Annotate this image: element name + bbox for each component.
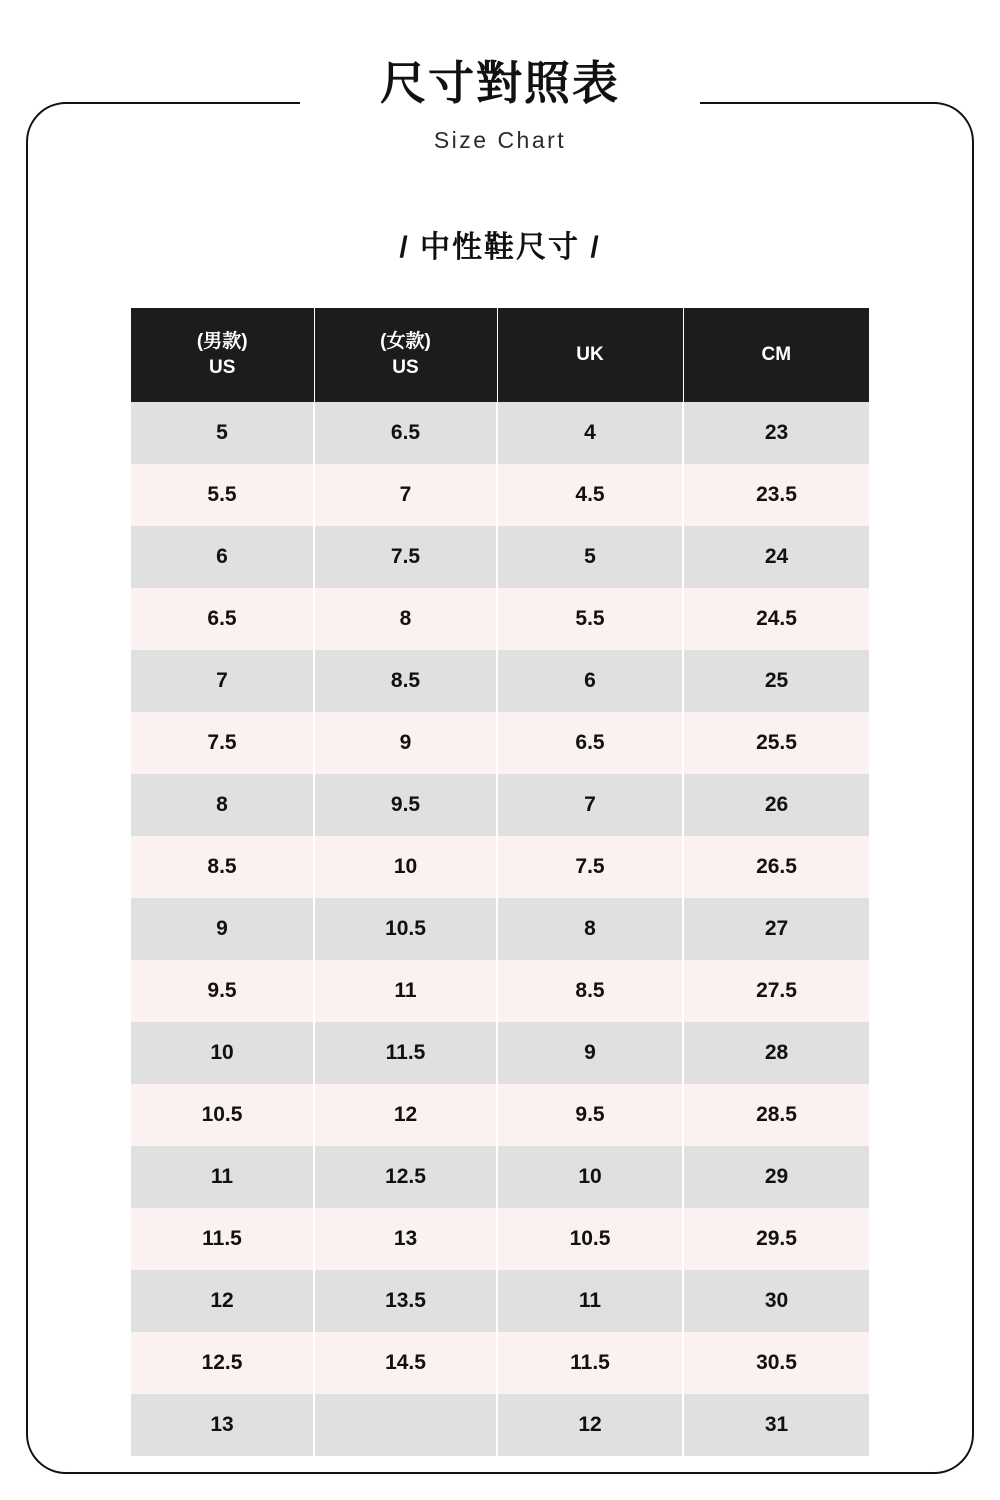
cell-mens-us: 5.5 bbox=[131, 464, 314, 526]
cell-womens-us: 13 bbox=[314, 1208, 497, 1270]
cell-womens-us: 7.5 bbox=[314, 526, 497, 588]
table-row bbox=[131, 1208, 869, 1270]
size-table-container bbox=[131, 308, 869, 1456]
cell-cm: 27 bbox=[683, 898, 869, 960]
table-row bbox=[131, 588, 869, 650]
cell-cm: 24 bbox=[683, 526, 869, 588]
cell-mens-us: 8.5 bbox=[131, 836, 314, 898]
cell-cm: 29 bbox=[683, 1146, 869, 1208]
cell-womens-us: 6.5 bbox=[314, 402, 497, 464]
cell-uk: 6 bbox=[497, 650, 683, 712]
cell-cm: 31 bbox=[683, 1394, 869, 1456]
cell-cm: 25 bbox=[683, 650, 869, 712]
cell-uk: 8 bbox=[497, 898, 683, 960]
cell-womens-us: 8 bbox=[314, 588, 497, 650]
cell-womens-us: 9 bbox=[314, 712, 497, 774]
cell-womens-us: 13.5 bbox=[314, 1270, 497, 1332]
cell-mens-us: 8 bbox=[131, 774, 314, 836]
cell-mens-us: 5 bbox=[131, 402, 314, 464]
cell-mens-us: 9 bbox=[131, 898, 314, 960]
cell-uk: 11.5 bbox=[497, 1332, 683, 1394]
cell-womens-us: 12 bbox=[314, 1084, 497, 1146]
cell-womens-us: 8.5 bbox=[314, 650, 497, 712]
cell-cm: 29.5 bbox=[683, 1208, 869, 1270]
cell-cm: 28 bbox=[683, 1022, 869, 1084]
size-chart-table bbox=[131, 308, 869, 1456]
cell-uk: 12 bbox=[497, 1394, 683, 1456]
table-row bbox=[131, 712, 869, 774]
cell-cm: 30 bbox=[683, 1270, 869, 1332]
section-heading: / 中性鞋尺寸 / bbox=[399, 231, 601, 264]
table-row bbox=[131, 1270, 869, 1332]
cell-womens-us: 11.5 bbox=[314, 1022, 497, 1084]
cell-mens-us: 10 bbox=[131, 1022, 314, 1084]
cell-womens-us: 14.5 bbox=[314, 1332, 497, 1394]
cell-cm: 24.5 bbox=[683, 588, 869, 650]
column-header-womens-us-line2: US bbox=[392, 357, 419, 378]
cell-mens-us: 9.5 bbox=[131, 960, 314, 1022]
cell-mens-us: 6 bbox=[131, 526, 314, 588]
cell-uk: 7 bbox=[497, 774, 683, 836]
table-row bbox=[131, 960, 869, 1022]
cell-cm: 25.5 bbox=[683, 712, 869, 774]
cell-womens-us bbox=[314, 1394, 497, 1456]
column-header-uk-label: UK bbox=[576, 344, 604, 366]
cell-mens-us: 11.5 bbox=[131, 1208, 314, 1270]
cell-uk: 9.5 bbox=[497, 1084, 683, 1146]
table-header-row bbox=[131, 308, 869, 402]
table-row bbox=[131, 1146, 869, 1208]
column-header-womens-us-line1: (女款) bbox=[380, 331, 431, 353]
column-header-uk bbox=[497, 308, 683, 402]
cell-cm: 27.5 bbox=[683, 960, 869, 1022]
cell-cm: 30.5 bbox=[683, 1332, 869, 1394]
cell-mens-us: 7.5 bbox=[131, 712, 314, 774]
page-title: 尺寸對照表 bbox=[380, 57, 620, 109]
cell-uk: 11 bbox=[497, 1270, 683, 1332]
cell-uk: 6.5 bbox=[497, 712, 683, 774]
cell-uk: 4 bbox=[497, 402, 683, 464]
cell-mens-us: 6.5 bbox=[131, 588, 314, 650]
cell-uk: 7.5 bbox=[497, 836, 683, 898]
cell-womens-us: 9.5 bbox=[314, 774, 497, 836]
table-row bbox=[131, 836, 869, 898]
table-row bbox=[131, 1022, 869, 1084]
table-row bbox=[131, 1084, 869, 1146]
table-row bbox=[131, 526, 869, 588]
cell-mens-us: 7 bbox=[131, 650, 314, 712]
table-row bbox=[131, 898, 869, 960]
cell-womens-us: 10 bbox=[314, 836, 497, 898]
table-row bbox=[131, 464, 869, 526]
cell-mens-us: 10.5 bbox=[131, 1084, 314, 1146]
column-header-mens-us bbox=[131, 308, 314, 402]
column-header-cm bbox=[683, 308, 869, 402]
cell-cm: 28.5 bbox=[683, 1084, 869, 1146]
page-subtitle: Size Chart bbox=[433, 126, 567, 153]
page-title-block bbox=[0, 58, 1000, 154]
column-header-mens-us-line1: (男款) bbox=[196, 331, 248, 353]
table-header bbox=[131, 308, 869, 402]
cell-mens-us: 12 bbox=[131, 1270, 314, 1332]
cell-cm: 23.5 bbox=[683, 464, 869, 526]
cell-mens-us: 12.5 bbox=[131, 1332, 314, 1394]
table-body bbox=[131, 402, 869, 1456]
table-row bbox=[131, 1332, 869, 1394]
cell-uk: 9 bbox=[497, 1022, 683, 1084]
table-row bbox=[131, 774, 869, 836]
cell-cm: 26 bbox=[683, 774, 869, 836]
cell-uk: 10.5 bbox=[497, 1208, 683, 1270]
cell-mens-us: 11 bbox=[131, 1146, 314, 1208]
cell-mens-us: 13 bbox=[131, 1394, 314, 1456]
cell-womens-us: 12.5 bbox=[314, 1146, 497, 1208]
table-row bbox=[131, 650, 869, 712]
cell-uk: 5.5 bbox=[497, 588, 683, 650]
cell-womens-us: 7 bbox=[314, 464, 497, 526]
cell-womens-us: 10.5 bbox=[314, 898, 497, 960]
cell-uk: 8.5 bbox=[497, 960, 683, 1022]
cell-uk: 10 bbox=[497, 1146, 683, 1208]
table-row bbox=[131, 402, 869, 464]
cell-cm: 23 bbox=[683, 402, 869, 464]
column-header-womens-us bbox=[314, 308, 497, 402]
column-header-mens-us-line2: US bbox=[209, 357, 236, 378]
cell-uk: 4.5 bbox=[497, 464, 683, 526]
cell-uk: 5 bbox=[497, 526, 683, 588]
column-header-cm-label: CM bbox=[761, 344, 792, 366]
cell-womens-us: 11 bbox=[314, 960, 497, 1022]
table-row bbox=[131, 1394, 869, 1456]
cell-cm: 26.5 bbox=[683, 836, 869, 898]
